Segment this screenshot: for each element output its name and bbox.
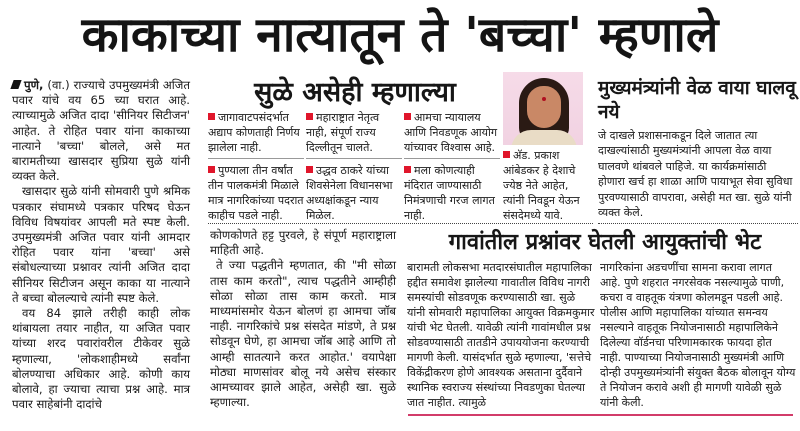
quote-item: पुण्याला तीन वर्षांत तीन पालकमंत्री मिळाले मात्र नागरिकांच्या पदरात काहीच पडले नाही. bbox=[208, 164, 304, 222]
quotes-box-title: सुळे असेही म्हणाल्या bbox=[254, 77, 456, 108]
red-square-bullet-icon bbox=[208, 113, 215, 120]
article-paragraph: कोणकोणते हट्ट पुरवले, हे संपूर्ण महाराष्ट्राला माहिती आहे. bbox=[210, 228, 396, 258]
red-square-bullet-icon bbox=[404, 166, 411, 173]
dotted-divider bbox=[598, 223, 798, 224]
dotted-divider bbox=[208, 223, 593, 224]
article-continuation bbox=[210, 228, 396, 410]
red-square-bullet-icon bbox=[503, 151, 510, 158]
red-square-bullet-icon bbox=[306, 166, 313, 173]
quote-item: मला कोणत्याही मंदिरात जाण्यासाठी निमंत्रणाची गरज लागत नाही. bbox=[404, 164, 495, 222]
village-box-title: गावांतील प्रश्नांवर घेतली आयुक्तांची भेट bbox=[448, 230, 762, 255]
quote-item: जागावाटपसंदर्भात अद्याप कोणताही निर्णय झालेला नाही. bbox=[208, 110, 304, 159]
red-square-bullet-icon bbox=[306, 113, 313, 120]
portrait-photo bbox=[503, 72, 583, 145]
dateline: पुणे, bbox=[24, 78, 44, 92]
paragraph-text: राज्याचे उपमुख्यमंत्री अजित पवार यांचे वय 65 च्या घरात आहे. त्याच्यामुळे अजित दादा 'सीनियर सिटीजन' आहेत. ते रोहित पवार यांना काकाच्या नात्याने 'बच्चा' बोलले, असे मत बारामतीच्या खासदार सुप्रिया सुळे यांनी व्यक्त केले. bbox=[12, 78, 190, 184]
main-article-column bbox=[12, 78, 190, 412]
lead-paragraph bbox=[12, 78, 190, 184]
headline: काकाच्या नात्यातून ते 'बच्चा' म्हणाले bbox=[81, 7, 719, 63]
article-paragraph: ते ज्या पद्धतीने म्हणतात, की "मी सोळा तास काम करतो", त्याच पद्धतीने आम्हीही सोळा सोळा तास काम करतो. मात्र माध्यमांसमोर येऊन बोलणं हा आमचा जॉब नाही. नागरिकांचे प्रश्न संसदेत मांडणे, ते प्रश्न सोडवून घेणे, हा आमचा जॉब आहे आणि तो आम्ही सातत्याने करत आहोत.' वयापेक्षा मोठ्या माणसांवर बोलू नये असेच संस्कार आमच्यावर झाले आहेत, असेही खा. सुळे म्हणाल्या. bbox=[210, 258, 396, 410]
lead-marker-icon bbox=[10, 80, 21, 89]
quotes-column bbox=[306, 110, 402, 226]
cm-box-body: जे दाखले प्रशासनाकडून दिले जातात त्या दाखल्यांसाठी मुख्यमंत्र्यांनी आपला वेळ वाया घालवणे थांबवले पाहिजे. या कार्यक्रमांसाठी होणारा खर्च हा शाळा आणि पायाभूत सेवा सुविधा पुरवण्यासाठी वापरावा, असेही मत खा. सुळे यांनी व्यक्त केले. bbox=[598, 129, 793, 220]
quotes-column bbox=[404, 110, 500, 226]
quote-item: उद्धव ठाकरे यांच्या शिवसेनेला विधानसभा अध्यक्षांकडून न्याय मिळेल. bbox=[306, 164, 393, 222]
village-box-right-text: नागरिकांना अडचणींचा सामना करावा लागत आहे. पुणे शहरात नगरसेवक नसल्यामुळे पाणी, कचरा व वाहतूक यंत्रणा कोलमडून पडली आहे. पोलीस आणि महापालिका यांच्यात समन्वय नसल्याने वाहतूक नियोजनासाठी महापालिकेने दिलेल्या वॉर्डनचा परिणामकारक फायदा होत नाही. पाण्याच्या नियोजनासाठी मुख्यमंत्री आणि दोन्ही उपमुख्यमंत्र्यांनी संयुक्त बैठक बोलावून योग्य ते नियोजन करावे अशी ही मागणी यावेळी सुळे यांनी केली. bbox=[600, 261, 796, 409]
article-paragraph: वय 84 झाले तरीही काही लोक थांबायला तयार नाहीत, या अजित पवार यांच्या शरद पवारांवरील टीकेवर सुळे म्हणाल्या, 'लोकशाहीमध्ये सर्वांना बोलण्याचा अधिकार आहे. कोणी काय बोलावे, हा ज्याचा त्याचा प्रश्न आहे. मात्र पवार साहेबांनी दादांचे bbox=[12, 306, 190, 412]
quote-item: महाराष्ट्रात नेतृत्व नाही, संपूर्ण राज्य दिल्लीतून चालते. bbox=[306, 110, 402, 159]
quotes-grid bbox=[208, 110, 498, 222]
pink-rule-divider bbox=[408, 414, 793, 416]
quote-item: आमचा न्यायालय आणि निवडणूक आयोग यांच्यावर विश्वास आहे. bbox=[404, 110, 500, 159]
village-box-left-text: बारामती लोकसभा मतदारसंघातील महापालिका हद्दीत समावेश झालेल्या गावातील विविध नागरी समस्यांची सोडवणूक करण्यासाठी खा. सुळे यांनी सोमवारी महापालिका आयुक्त विक्रमकुमार यांची भेट घेतली. यावेळी त्यांनी गावांमधील प्रश्न सोडवण्यासाठी तातडीने उपाययोजना करण्याची मागणी केली. यासंदर्भात सुळे म्हणाल्या, 'सत्तेचे विकेंद्रीकरण होणे आवश्यक असताना दुर्दैवाने स्थानिक स्वराज्य संस्थांच्या निवडणुका घेतल्या जात नाहीत. त्यामुळे bbox=[407, 261, 595, 409]
article-paragraph: खासदार सुळे यांनी सोमवारी पुणे श्रमिक पत्रकार संघामध्ये पत्रकार परिषद घेऊन विविध विषयांवर आपली मते स्पष्ट केली. उपमुख्यमंत्री अजित पवार यांनी आमदार रोहित पवार यांना 'बच्चा' असे संबोधल्याच्या प्रश्नावर त्यांनी अजित दादा सीनियर सिटीजन असून काका या नात्याने ते बच्चा बोलल्याचे त्यांनी स्पष्ट केले. bbox=[12, 184, 190, 305]
cm-box-title: मुख्यमंत्र्यांनी वेळ वाया घालवू नये bbox=[598, 77, 796, 123]
quotes-column bbox=[208, 110, 304, 226]
source-tag: (वा.) bbox=[47, 78, 70, 92]
red-square-bullet-icon bbox=[208, 166, 215, 173]
red-square-bullet-icon bbox=[404, 113, 411, 120]
photo-caption: अ‍ॅड. प्रकाश आंबेडकर हे देशाचे ज्येष्ठ नेते आहेत, त्यांनी निवडून येऊन संसदेमध्ये यावे. bbox=[503, 149, 580, 222]
